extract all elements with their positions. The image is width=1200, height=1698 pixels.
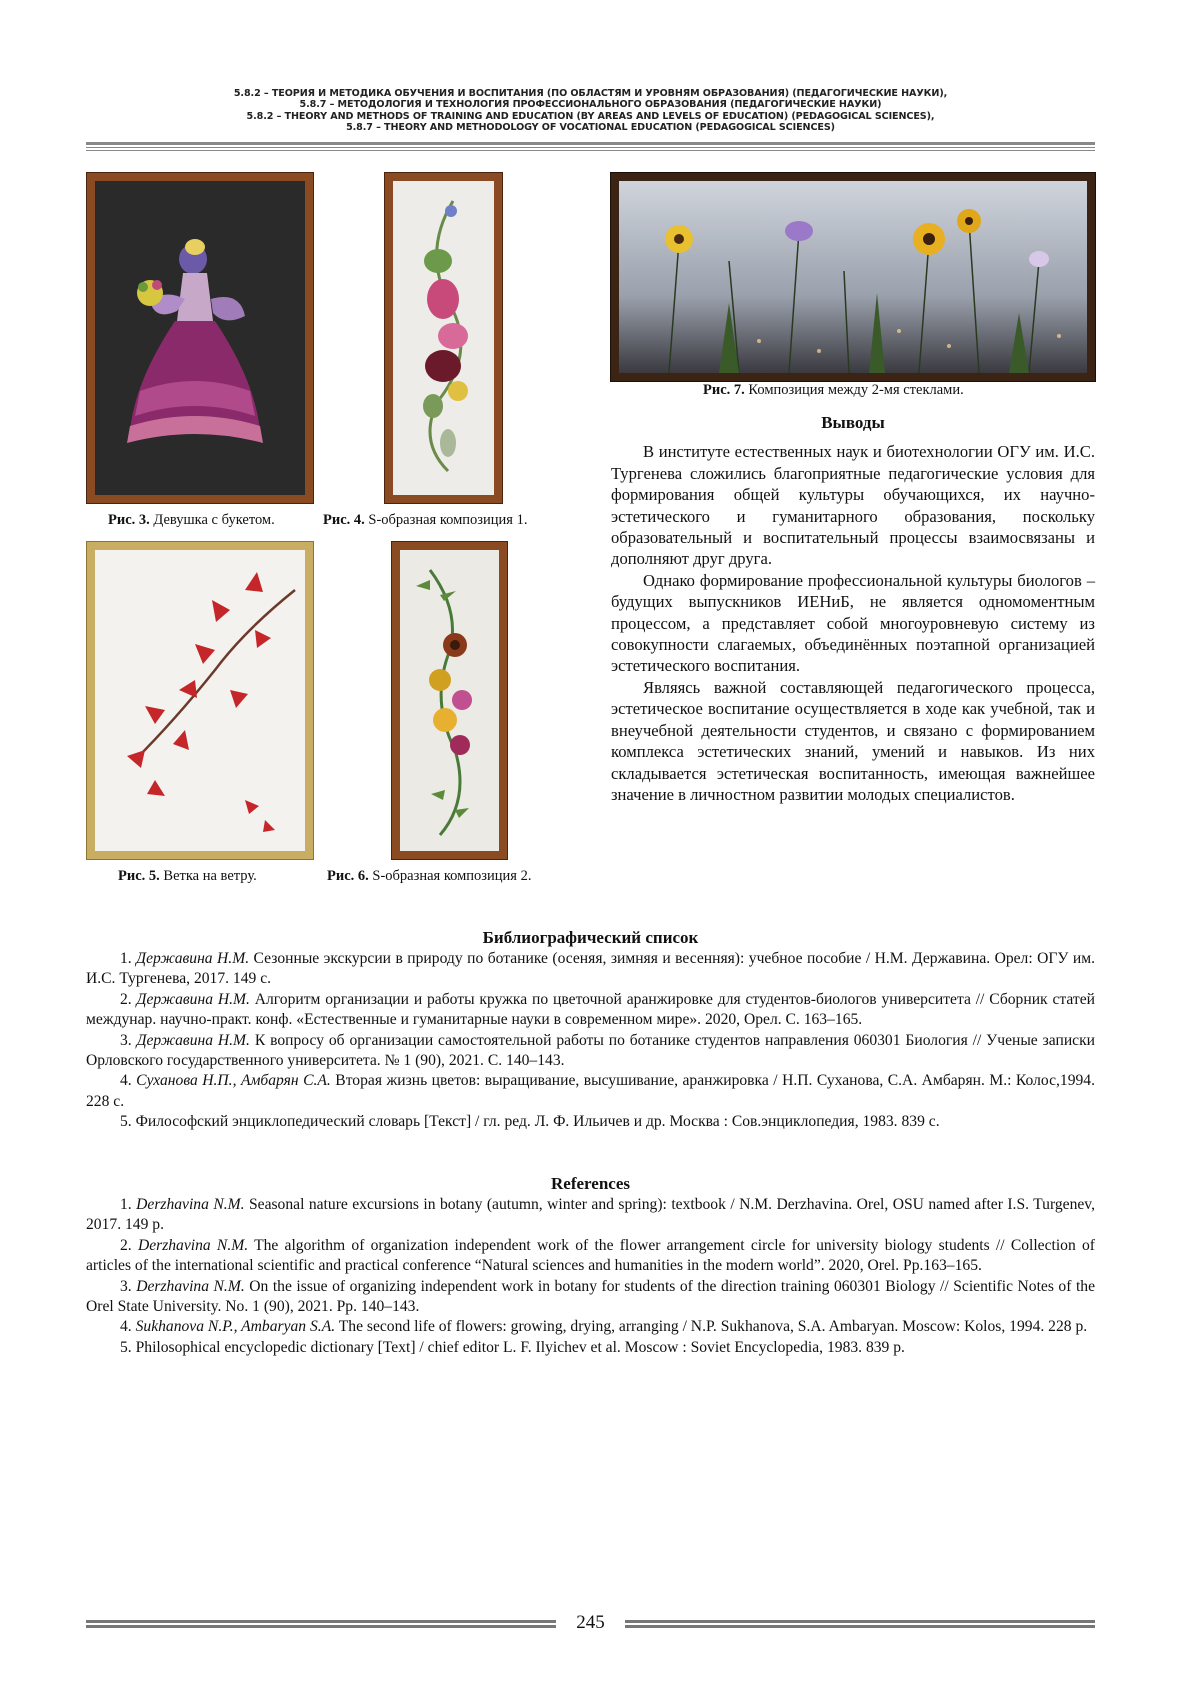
bibliography-item: 3. Державина Н.М. К вопросу об организации самостоятельной работы по ботанике студентов направления 060301 Биология // Ученые записки Орловского государственного университета. № 1 (90), 2021. С. 140–143. [86, 1031, 1096, 1070]
conclusions-heading: Выводы [821, 413, 885, 432]
header-line-3: 5.8.2 – THEORY AND METHODS OF TRAINING AND EDUCATION (BY AREAS AND LEVELS OF EDUCATION) (PEDAGOGICAL SCIENCES), [246, 110, 935, 122]
header-line-1: 5.8.2 – ТЕОРИЯ И МЕТОДИКА ОБУЧЕНИЯ И ВОСПИТАНИЯ (ПО ОБЛАСТЯМ И УРОВНЯМ ОБРАЗОВАНИЯ) (ПЕДАГОГИЧЕСКИЕ НАУКИ), [233, 88, 948, 99]
bibliography-item: 4. Суханова Н.П., Амбарян С.А. Вторая жизнь цветов: выращивание, высушивание, аранжировка / Н.П. Суханова, С.А. Амбарян. М.: Колос,1994. 228 с. [86, 1072, 1095, 1110]
figure-3-label: Рис. 3. [108, 512, 150, 528]
references-section [86, 1173, 1095, 1358]
header-line-2: 5.8.7 – МЕТОДОЛОГИЯ И ТЕХНОЛОГИЯ ПРОФЕССИОНАЛЬНОГО ОБРАЗОВАНИЯ (ПЕДАГОГИЧЕСКИЕ НАУКИ) [299, 99, 882, 111]
figure-4-caption [323, 512, 527, 529]
figure-3-text: Девушка с букетом. [149, 512, 275, 528]
figure-3-caption [108, 512, 275, 529]
figure-6-label: Рис. 6. [327, 868, 369, 884]
figure-5-text: Ветка на ветру. [159, 868, 257, 884]
header-line-4: 5.8.7 – THEORY AND METHODOLOGY OF VOCATIONAL EDUCATION (PEDAGOGICAL SCIENCES) [346, 122, 835, 134]
bibliography-item: 1. Державина Н.М. Сезонные экскурсии в природу по ботанике (осеняя, зимняя и весенняя): учебное пособие / Н.М. Державина. Орел: ОГУ им. И.С. Тургенева, 2017. 149 с. [86, 950, 1096, 988]
figure-6-image [392, 542, 507, 859]
bibliography-item: 5. Философский энциклопедический словарь [Текст] / гл. ред. Л. Ф. Ильичев и др. Москва : Сов.энциклопедия, 1983. 839 с. [120, 1113, 940, 1131]
figure-7-image [611, 173, 1095, 381]
conclusions-paragraph-1: В институте естественных наук и биотехнологии ОГУ им. И.С. Тургенева сложились благоприятные педагогические условия для формирования общей культуры обучающихся, их научно-эстетического и гуманитарного образования, поскольку образовательный и воспитательный процессы взаимосвязаны и дополняют друг друга. [611, 442, 1095, 569]
figure-5-caption [118, 868, 257, 885]
header-rule [86, 142, 1095, 151]
figure-3-image [87, 173, 313, 503]
figure-5-label: Рис. 5. [118, 868, 160, 884]
figure-6-text: S-образная композиция 2. [368, 868, 532, 884]
conclusions-paragraph-2: Однако формирование профессиональной культуры биологов – будущих выпускников ИЕНиБ, не является одномоментным процессом, а представляет собой многоуровневую систему из совокупности слагаемых, объединённых поэтапной организацией эстетического воспитания. [611, 570, 1095, 676]
figure-5-image [87, 542, 313, 859]
figure-7-label: Рис. 7. [703, 382, 745, 398]
figure-4-label: Рис. 4. [323, 512, 365, 528]
conclusions-section [611, 412, 1095, 805]
references-item: 2. Derzhavina N.M. The algorithm of organization independent work of the flower arrangement circle for university biology students // Collection of articles of the international scientific and practical conference “Natural sciences and humanities in the modern world”. 2020, Orel. Pp.163–165. [86, 1236, 1095, 1275]
figure-4-image [385, 173, 502, 503]
references-heading: References [551, 1174, 630, 1193]
figure-6-caption [327, 868, 531, 885]
bibliography-heading: Библиографический список [482, 928, 699, 947]
references-item: 1. Derzhavina N.M. Seasonal nature excursions in botany (autumn, winter and spring): textbook / N.M. Derzhavina. Orel, OSU named after I.S. Turgenev, 2017. 149 p. [86, 1196, 1095, 1234]
figure-7-caption [703, 382, 964, 399]
bibliography-item: 2. Державина Н.М. Алгоритм организации и работы кружка по цветочной аранжировке для студентов-биологов университета // Сборник статей междунар. научно-практ. конф. «Естественные и гуманитарные науки в современном мире». 2020, Орел. С. 163–165. [86, 990, 1095, 1029]
references-item: 4. Sukhanova N.P., Ambaryan S.A. The second life of flowers: growing, drying, arranging / N.P. Sukhanova, S.A. Ambaryan. Moscow: Kolos, 1994. 228 p. [120, 1318, 1088, 1336]
figure-4-text: S-образная композиция 1. [364, 512, 528, 528]
bibliography-section [86, 927, 1095, 1133]
conclusions-paragraph-3: Являясь важной составляющей педагогического процесса, эстетическое воспитание осуществляется в ходе как учебной, так и внеучебной деятельности студентов, и связано с формированием комплекса эстетических знаний, умений и навыков. Из них складывается эстетическая воспитанность, имеющая важнейшее значение в личностном развитии молодых специалистов. [611, 677, 1095, 804]
references-item: 3. Derzhavina N.M. On the issue of organizing independent work in botany for students of the direction training 060301 Biology // Scientific Notes of the Orel State University. No. 1 (90), 2021. Pp. 140–143. [86, 1277, 1096, 1316]
running-header [86, 88, 1095, 134]
page-footer [86, 1612, 1095, 1642]
page-number: 245 [576, 1612, 605, 1633]
footer-rule-right [625, 1620, 1095, 1630]
figure-7-text: Композиция между 2-мя стеклами. [744, 382, 964, 398]
references-item: 5. Philosophical encyclopedic dictionary [Text] / chief editor L. F. Ilyichev et al. Moscow : Soviet Encyclopedia, 1983. 839 p. [120, 1338, 905, 1356]
